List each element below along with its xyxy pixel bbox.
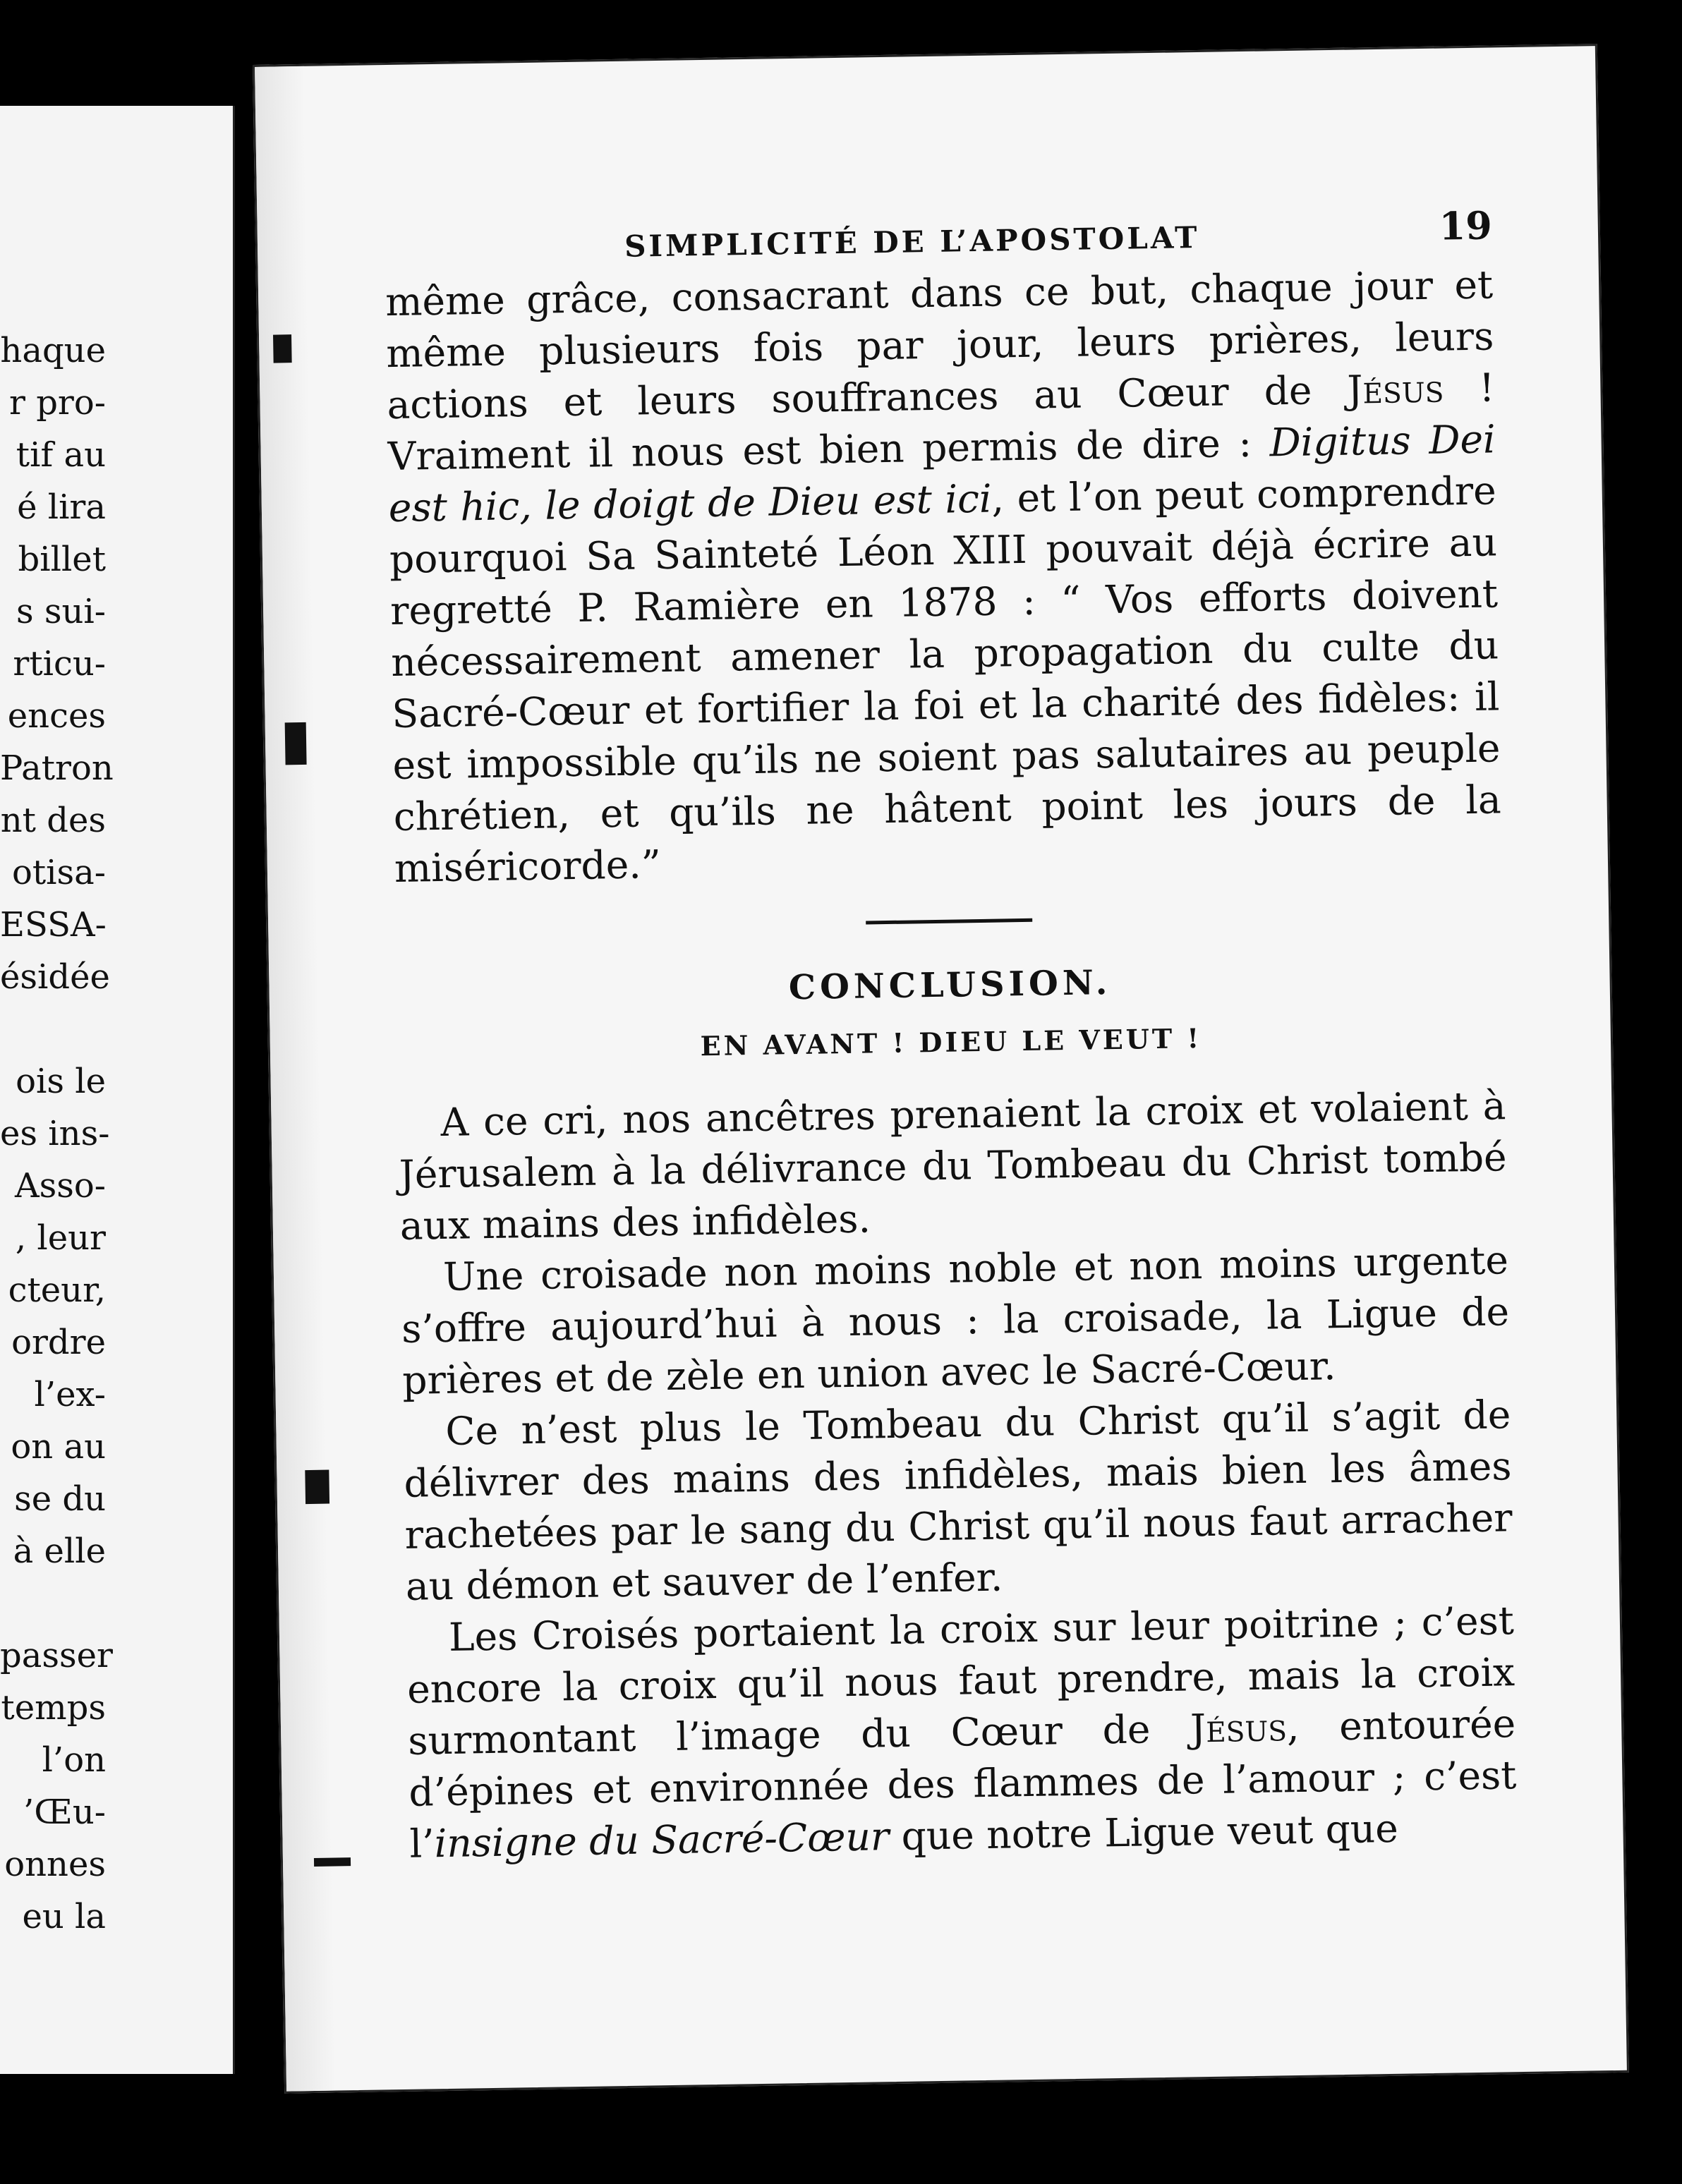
left-page-line: ences — [7, 696, 106, 736]
running-head-title: SIMPLICITÉ DE L’APOSTOLAT — [624, 219, 1200, 264]
left-page-line: onnes — [4, 1845, 106, 1884]
left-page-line: , leur — [15, 1218, 106, 1258]
binding-mark — [273, 334, 292, 363]
page-text-block — [384, 195, 1518, 1869]
paragraph: Les Croisés portaient la croix sur leur poitrine ; c’est encore la croix qu’il nous faut prendre, mais la croix surmontant l’image du Cœur de Jésus, entourée d’épines et environnée des flammes de l’amour ; c’est l’insigne du Sacré-Cœur que notre Ligue veut que — [406, 1598, 1517, 1867]
left-page-line: l’on — [42, 1740, 106, 1780]
binding-mark — [314, 1857, 351, 1867]
left-page-line: temps — [1, 1688, 106, 1728]
left-page-line: ordre — [11, 1323, 106, 1362]
left-page-line — [0, 1577, 106, 1630]
left-page-line: Asso- — [14, 1166, 106, 1206]
left-page-line: haque — [0, 331, 106, 370]
latin-quote: Digitus Dei est hic, le doigt de Dieu est ici — [388, 416, 1496, 531]
section-divider — [866, 918, 1032, 925]
section-heading: CONCLUSION. — [788, 963, 1112, 1008]
left-page-line: ois le — [16, 1062, 106, 1101]
left-page-line: tif au — [16, 435, 106, 475]
left-page-line: on au — [11, 1427, 106, 1467]
section-subheading: EN AVANT ! DIEU LE VEUT ! — [700, 1022, 1202, 1062]
left-page-line: se du — [14, 1479, 106, 1519]
jesus-smallcaps: Jésus — [1190, 1704, 1288, 1752]
left-page-line: r pro- — [9, 383, 106, 423]
left-page-fragment — [0, 106, 235, 2074]
left-page-line: rticu- — [13, 644, 106, 684]
left-page-line: cteur, — [8, 1270, 106, 1310]
left-page-line: billet — [18, 540, 106, 579]
left-page-line: Patron — [0, 748, 114, 788]
jesus-smallcaps: Jésus — [1346, 365, 1444, 413]
page-number: 19 — [1439, 202, 1493, 249]
left-page-line: à elle — [13, 1531, 106, 1571]
left-page-line: l’ex- — [34, 1375, 106, 1414]
left-page-line: passer — [0, 1636, 113, 1675]
left-page-line: s sui- — [16, 592, 106, 631]
left-page-line: es ins- — [0, 1114, 110, 1153]
paragraph: Ce n’est plus le Tombeau du Christ qu’il s’agit de délivrer des mains des infidèles, mais bien les âmes rachetées par le sang du Christ qu’il nous faut arracher au démon et sauver de l’enfer. — [404, 1392, 1513, 1609]
paragraph: Une croisade non moins noble et non moins urgente s’offre aujourd’hui à nous : la croisade, la Ligue de prières et de zèle en union avec le Sacré-Cœur. — [401, 1237, 1510, 1403]
left-page-line: ’Œu- — [23, 1792, 106, 1832]
left-page-line: ESSA- — [0, 905, 107, 945]
left-page-line: é lira — [17, 487, 106, 527]
left-page-line: ésidée — [0, 957, 110, 997]
left-page-line: otisa- — [11, 853, 106, 892]
paragraph: A ce cri, nos ancêtres prenaient la croix et volaient à Jérusalem à la délivrance du Tombeau du Christ tombé aux mains des infidèles. — [399, 1083, 1508, 1249]
left-page-line: nt des — [0, 801, 106, 840]
left-page-line — [0, 1003, 106, 1055]
page-gutter — [255, 66, 336, 2092]
insigne-italic: insigne du Sacré-Cœur — [434, 1814, 890, 1867]
book-page — [253, 44, 1629, 2094]
left-page-line: eu la — [22, 1897, 106, 1936]
paragraph: même grâce, consacrant dans ce but, chaque jour et même plusieurs fois par jour, leurs prières, leurs actions et leurs souffrances au Cœur de Jésus ! Vraiment il nous est bien permis de dire : Digitus Dei est hic, le doigt de Dieu est ici, et l’on peut comprendre pourquoi Sa Sainteté Léon XIII pouvait déjà écrire au regretté P. Ramière en 1878 : “ Vos efforts doivent nécessairement amener la propagation du culte du Sacré-Cœur et fortifier la foi et la charité des fidèles: il est impossible qu’ils ne soient pas salutaires au peuple chrétien, et qu’ils ne hâtent point les jours de la miséricorde.” — [385, 262, 1502, 891]
binding-mark — [285, 722, 307, 765]
left-page-text — [0, 324, 114, 1943]
binding-mark — [305, 1470, 329, 1505]
